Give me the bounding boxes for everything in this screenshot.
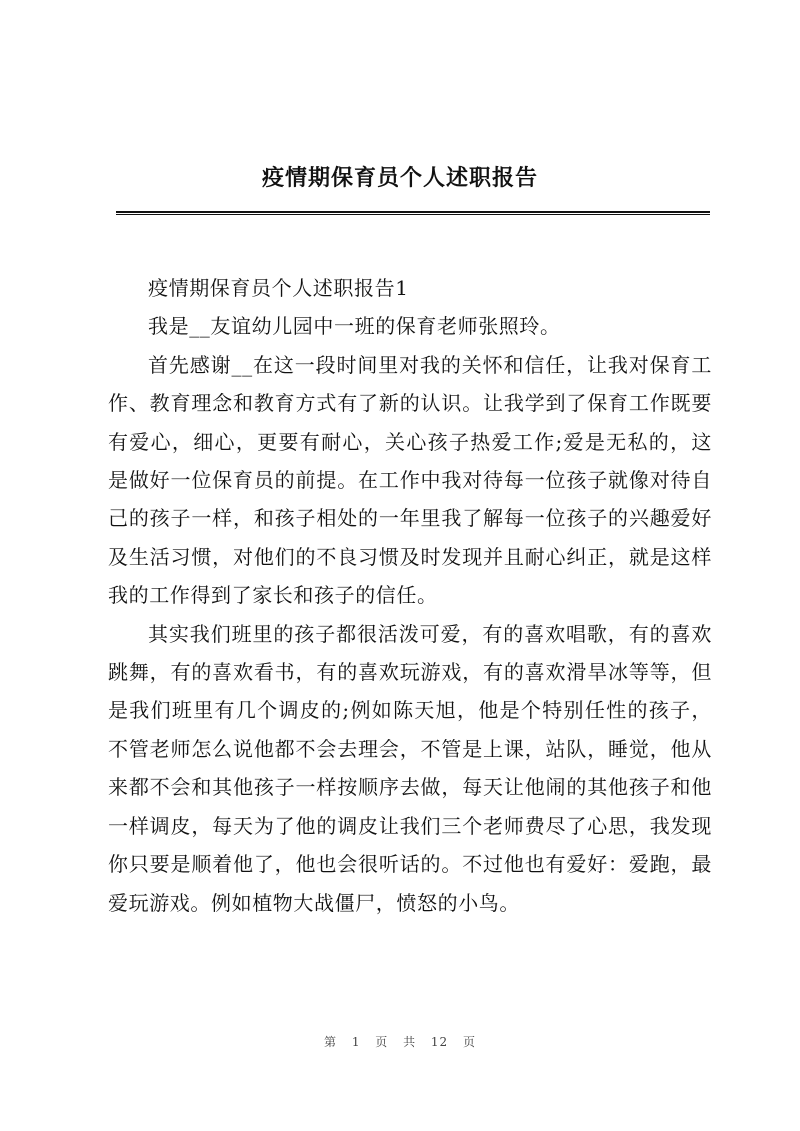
paragraph-children: 其实我们班里的孩子都很活泼可爱，有的喜欢唱歌，有的喜欢跳舞，有的喜欢看书，有的喜欢玩游戏，有的喜欢滑旱冰等等，但是我们班里有几个调皮的;例如陈天旭，他是个特别任性的孩子，不管老师怎么说他都不会去理会，不管是上课，站队，睡觉，他从来都不会和其他孩子一样按顺序去做，每天让他闹的其他孩子和他一样调皮，每天为了他的调皮让我们三个老师费尽了心思，我发现你只要是顺着他了，他也会很听话的。不过他也有爱好：爱跑，最爱玩游戏。例如植物大战僵尸，愤怒的小鸟。 <box>108 621 712 915</box>
page-title: 疫情期保育员个人述职报告 <box>261 165 538 191</box>
paragraph-intro: 我是__友谊幼儿园中一班的保育老师张照玲。 <box>148 314 561 339</box>
title-divider <box>116 211 710 215</box>
section-heading: 疫情期保育员个人述职报告1 <box>148 276 409 300</box>
page-number-footer: 第 1 页 共 12 页 <box>324 1035 476 1049</box>
paragraph-gratitude: 首先感谢__在这一段时间里对我的关怀和信任，让我对保育工作、教育理念和教育方式有了新的认识。让我学到了保育工作既要有爱心，细心，更要有耐心，关心孩子热爱工作;爱是无私的，这是做好一位保育员的前提。在工作中我对待每一位孩子就像对待自己的孩子一样，和孩子相处的一年里我了解每一位孩子的兴趣爱好及生活习惯，对他们的不良习惯及时发现并且耐心纠正，就是这样我的工作得到了家长和孩子的信任。 <box>108 352 712 608</box>
document-body <box>108 269 712 922</box>
